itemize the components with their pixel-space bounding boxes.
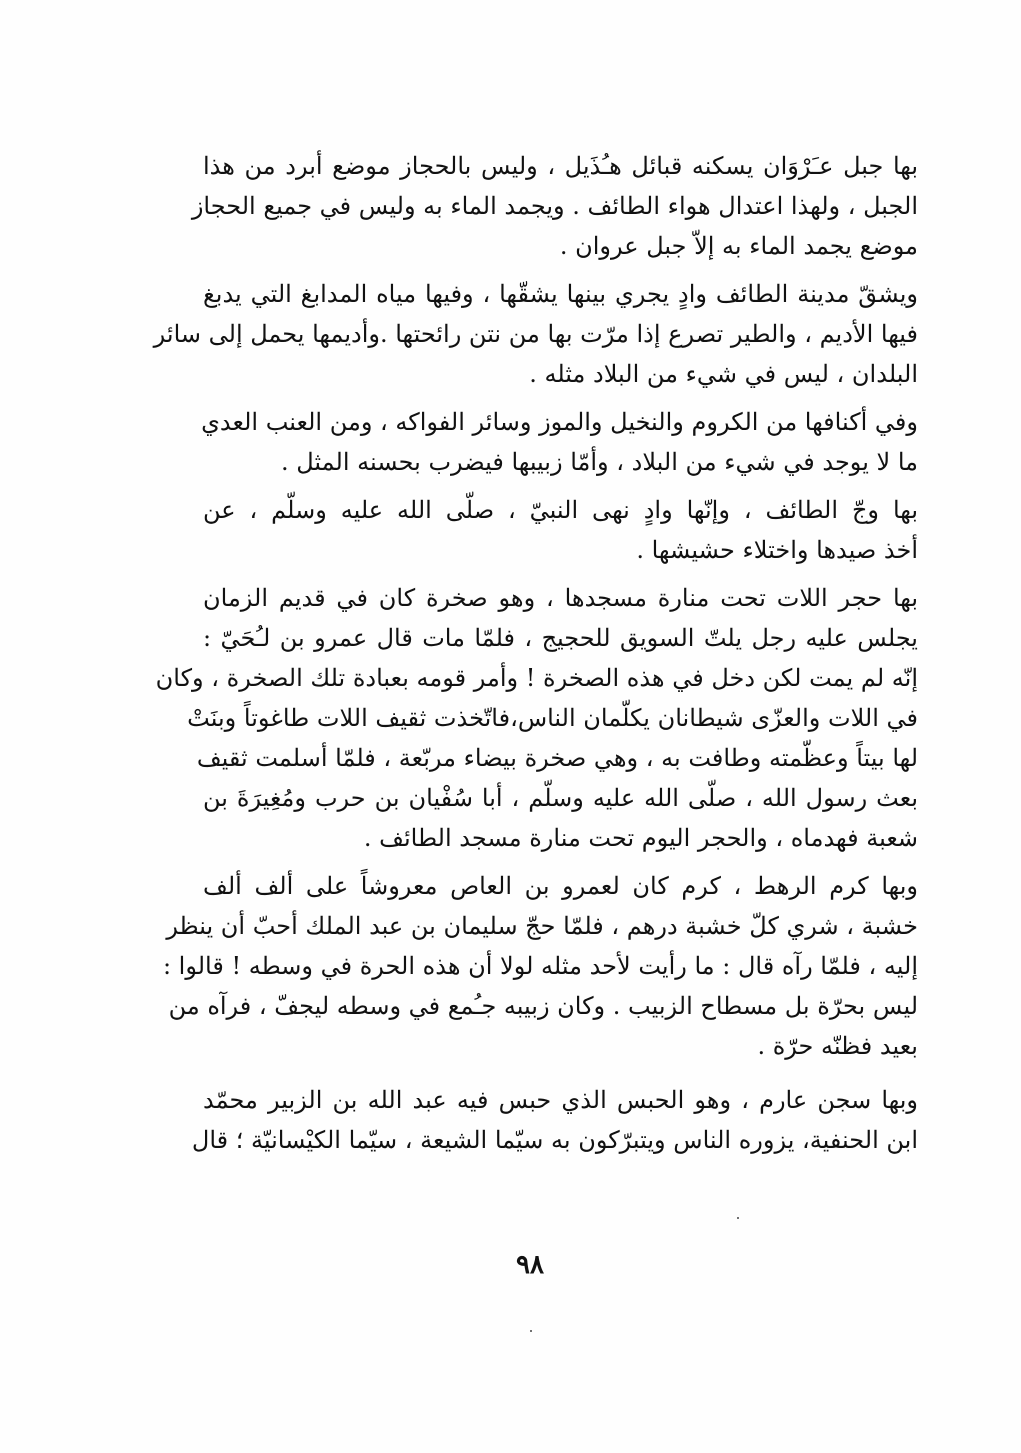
text-line: إليه ، فلمّا رآه قال : ما رأيت لأحد مثله لولا أن هذه الحرة في وسطه ! قالوا : xyxy=(162,952,918,980)
text-line: شعبة فهدماه ، والحجر اليوم تحت منارة مسجد الطائف . xyxy=(363,824,918,852)
text-line: أخذ صيدها واختلاء حشيشها . xyxy=(636,536,918,564)
text-line: ويشقّ مدينة الطائف وادٍ يجري بينها يشقّها ، وفيها مياه المدابغ التي يدبغ xyxy=(203,280,918,308)
text-line: موضع يجمد الماء به إلاّ جبل عروان . xyxy=(559,232,918,260)
text-line: لها بيتاً وعظّمته وطافت به ، وهي صخرة بيضاء مربّعة ، فلمّا أسلمت ثقيف xyxy=(196,744,918,772)
text-line: الجبل ، ولهذا اعتدال هواء الطائف . ويجمد الماء به وليس في جميع الحجاز xyxy=(191,192,918,220)
text-line: بها وجّ الطائف ، وإنّها وادٍ نهى النبيّ ، صلّى الله عليه وسلّم ، عن xyxy=(203,496,918,524)
text-line: في اللات والعزّى شيطانان يكلّمان الناس،فاتّخذت ثقيف اللات طاغوتاً وبنَتْ xyxy=(187,704,918,732)
text-line: وبها كرم الرهط ، كرم كان لعمرو بن العاص معروشاً على ألف ألف xyxy=(203,872,918,900)
text-line: إنّه لم يمت لكن دخل في هذه الصخرة ! وأمر قومه بعبادة تلك الصخرة ، وكان xyxy=(155,664,918,692)
scan-speck xyxy=(737,1217,739,1219)
text-line: بعيد فظنّه حرّة . xyxy=(757,1032,918,1060)
text-line: ما لا يوجد في شيء من البلاد ، وأمّا زبيبها فيضرب بحسنه المثل . xyxy=(280,448,918,476)
text-line: ابن الحنفية، يزوره الناس ويتبرّكون به سيّما الشيعة ، سيّما الكيْسانيّة ؛ قال xyxy=(191,1126,918,1154)
scan-speck xyxy=(530,1330,532,1332)
text-line: وبها سجن عارم ، وهو الحبس الذي حبس فيه عبد الله بن الزبير محمّد xyxy=(203,1086,918,1114)
text-line: بعث رسول الله ، صلّى الله عليه وسلّم ، أبا سُفْيان بن حرب ومُغِيرَةَ بن xyxy=(203,784,918,812)
text-line: يجلس عليه رجل يلتّ السويق للحجيج ، فلمّا مات قال عمرو بن لـُحَيّ : xyxy=(203,624,918,652)
text-line: ليس بحرّة بل مسطاح الزبيب . وكان زبيبه جـُمع في وسطه ليجفّ ، فرآه من xyxy=(168,992,918,1020)
text-line: البلدان ، ليس في شيء من البلاد مثله . xyxy=(529,360,918,388)
text-line: خشبة ، شري كلّ خشبة درهم ، فلمّا حجّ سليمان بن عبد الملك أحبّ أن ينظر xyxy=(166,912,918,940)
page-number: ٩٨ xyxy=(516,1250,544,1280)
text-line: وفي أكنافها من الكروم والنخيل والموز وسائر الفواكه ، ومن العنب العدي xyxy=(201,408,918,436)
text-line: بها جبل عـَرْوَان يسكنه قبائل هـُذَيل ، وليس بالحجاز موضع أبرد من هذا xyxy=(203,152,918,180)
text-line: فيها الأديم ، والطير تصرع إذا مرّت بها من نتن رائحتها .وأديمها يحمل إلى سائر xyxy=(153,320,918,348)
text-line: بها حجر اللات تحت منارة مسجدها ، وهو صخرة كان في قديم الزمان xyxy=(203,584,918,612)
